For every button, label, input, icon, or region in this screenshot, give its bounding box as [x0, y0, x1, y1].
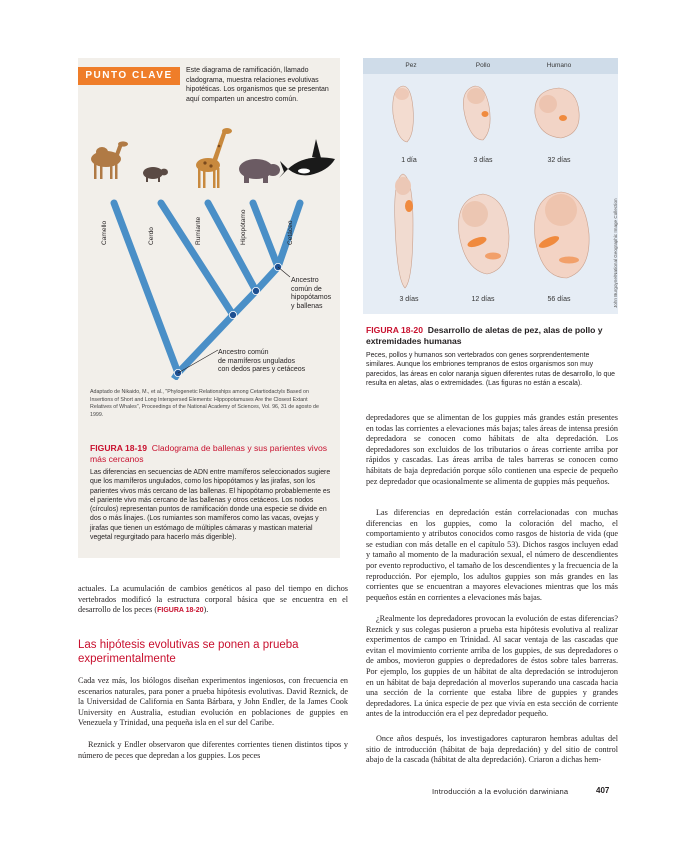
- cladogram-branch: [253, 203, 278, 267]
- label-fish-3-days: 3 días: [399, 296, 419, 303]
- figure-18-19-caption: Las diferencias en secuencias de ADN entre mamíferos seleccionados sugiere que los mamíferos ungulados, como los hipopótamos y las jirafas, son los parientes vivos más cercano de las ballenas. El hipopótamo probablemente es el pariente vivo más cercano de las ballenas y otros cetáceos. Los nodos (círculos) representan puntos de ramificación donde una especie se divide en dos o más linajes. (Los rumiantes son mamíferos como las vacas, ovejas y jirafas que tienen un estómago de múltiples cámaras y mastican material vegetal regurgitado para hacerlo más digerible).: [90, 469, 331, 542]
- animal-silhouettes: [80, 125, 340, 195]
- node-label-hippo-whale: Ancestro común de hipopótamos y ballenas: [291, 277, 332, 310]
- cladogram-taxon-label: Camello: [101, 220, 108, 245]
- embryo-illustrations: [363, 74, 618, 314]
- giraffe-icon: [196, 128, 232, 188]
- pig-icon: [143, 167, 168, 182]
- column-header-fish: Pez: [405, 62, 417, 69]
- figure-reference-18-20[interactable]: FIGURA 18-20: [157, 607, 204, 615]
- camel-icon: [91, 141, 128, 179]
- node-label-ungulates: Ancestro común de mamíferos ungulados con dedos pares y cetáceos: [218, 349, 306, 374]
- figure-18-19-title: FIGURA 18-19 Cladograma de ballenas y sus parientes vivos más cercanos: [90, 443, 328, 464]
- left-paragraph-3: Reznick y Endler observaron que diferentes corrientes tienen distintos tipos y número de peces que depredan a los guppies. Los peces: [78, 740, 348, 760]
- punto-clave-text: Este diagrama de ramificación, llamado cladograma, muestra relaciones evolutivas hipotéticas. Los organismos que se presentan aquí comparten un ancestro común.: [186, 67, 329, 103]
- human-embryo-56-days: [535, 192, 590, 278]
- column-header-human: Humano: [546, 62, 572, 69]
- page-number: 407: [596, 786, 610, 795]
- label-human-32-days: 32 días: [547, 157, 571, 164]
- figure-18-20-caption: Peces, pollos y humanos son vertebrados con genes sorprendentemente similares. Aunque los embriones tempranos de estos organismos son muy parecidos, las áreas en color naranja siguen diferentes rutas de desarrollo, lo que resulta en aletas, alas o extremidades. (Las figuras no están a escala).: [366, 352, 615, 387]
- cladogram-taxon-label: Rumiante: [195, 216, 202, 245]
- label-chicken-3-days: 3 días: [473, 157, 493, 164]
- right-paragraph-3: ¿Realmente los depredadores provocan la evolución de estas diferencias? Reznick y sus colegas pusieron a prueba esta hipótesis evolutiva al realizar experimentos de campo en Trinidad. Al sacar ventaja de las cascadas que evitan el movimiento corriente arriba de los guppies, de sus depredadores o de ambos, movieron guppies o depredadores de éstos sobre tales barreras. Por ejemplo, los guppies de un hábitat de alta depredación se introdujeron en un hábitat de baja depredación al moverlos superando una cascada hacia una sección de la corriente que estaba libre de guppies y grandes depredadores. La única especie de pez que vivía en esta sección de corriente antes de la introducción era el pez depredador pequeño.: [366, 614, 618, 719]
- chicken-embryo-12-days: [459, 194, 510, 274]
- right-paragraph-2: Las diferencias en depredación están correlacionadas con muchas diferencias en los guppies, como la coloración del macho, el comportamiento y atributos conocidos como rasgos de historia de vida (que se estudian con más detalle en el capítulo 53). Dichos rasgos incluyen edad y tamaño al momento de la maduración sexual, el número de descendientes por evento reproductivo, el tamaño de los descendientes y la frecuencia de la reproducción. Por ejemplo, los adultos guppies son más grandes en las corrientes que se encuentran a mayores elevaciones mientras que los más pequeños están en corrientes a elevaciones más bajas.: [366, 508, 618, 602]
- human-embryo-32-days: [535, 88, 579, 138]
- cladogram-branch: [256, 267, 278, 291]
- figure-18-20-panel: [363, 58, 618, 314]
- cladogram-branch: [208, 203, 256, 291]
- left-paragraph-1: actuales. La acumulación de cambios genéticos al paso del tiempo en dichos vertebrados modificó la estructura corporal básica que se encuentra en el desarrollo de los peces (FIGURA 18-20).: [78, 584, 348, 615]
- chicken-embryo-3-days: [463, 86, 490, 140]
- right-paragraph-4: Once años después, los investigadores capturaron hembras adultas del sitio de introducción (hábitat de baja depredación) y del sitio de control abajo de la cascada (hábitat de alta depredación). Criaron a dichas hem-: [366, 734, 618, 765]
- hippo-icon: [239, 159, 280, 183]
- orca-icon: [279, 139, 335, 178]
- cladogram-node: [252, 287, 259, 294]
- cladogram-taxon-label: Cerdo: [148, 227, 155, 245]
- cladogram-taxon-label: Cetáceo: [287, 220, 294, 245]
- left-paragraph-2: Cada vez más, los biólogos diseñan experimentos ingeniosos, con frecuencia en escenarios naturales, para poner a prueba hipótesis evolutivas. David Reznick, de la Universidad de California en Santa Bárbara, y John Endler, de la James Cook University en Australia, estudian evolución en poblaciones de guppies en Venezuela y Trinidad, una pequeña isla en el sur del Caribe.: [78, 676, 348, 728]
- label-human-56-days: 56 días: [547, 296, 571, 303]
- fish-embryo-1-day: [393, 86, 414, 142]
- column-header-chicken: Pollo: [475, 62, 491, 69]
- node-label-leader: [278, 267, 290, 277]
- cladogram-node: [229, 311, 236, 318]
- figure-18-19-source: Adaptado de Nikaido, M., et al., "Phylogenetic Relationships among Cetartiodactyls Based on Insertions of Short and Long Interspersed Elements: Hippopotamuses Are the Closest Extant Relatives of Whales", Proceedings of the National Academy of Sciences, Vol. 96, 31 de agosto de 1999.: [90, 389, 319, 418]
- cladogram-branch: [114, 203, 178, 373]
- punto-clave-tag: PUNTO CLAVE: [78, 67, 180, 85]
- photo-credit: John Burgoyne/National Geographic Image Collection: [613, 198, 618, 308]
- section-heading: Las hipótesis evolutivas se ponen a prueba experimentalmente: [78, 639, 299, 665]
- fish-embryo-3-days: [395, 174, 413, 288]
- label-fish-1-day: 1 día: [401, 157, 417, 164]
- cladogram-taxon-label: Hipopótamo: [240, 209, 247, 245]
- running-footer-title: Introducción a la evolución darwiniana: [432, 787, 569, 796]
- right-paragraph-1: depredadores que se alimentan de los guppies más grandes están presentes en todas las corrientes a elevaciones más bajas; tales áreas de intensa presión depredadora se conocen como hábitats de alta depredación. Los depredadores son excluidos de los tributarios o áreas corriente arriba por rápidos y cascadas. Las áreas arriba de tales barreras se conocen como hábitats de baja depredación porque sólo contienen una especie de pequeño pez depredador que ocasionalmente se alimenta de guppies más pequeños.: [366, 413, 618, 486]
- label-chicken-12-days: 12 días: [471, 296, 495, 303]
- figure-18-20-title: FIGURA 18-20 Desarrollo de aletas de pez, alas de pollo y extremidades humanas: [366, 325, 603, 346]
- cladogram-branch: [233, 291, 256, 315]
